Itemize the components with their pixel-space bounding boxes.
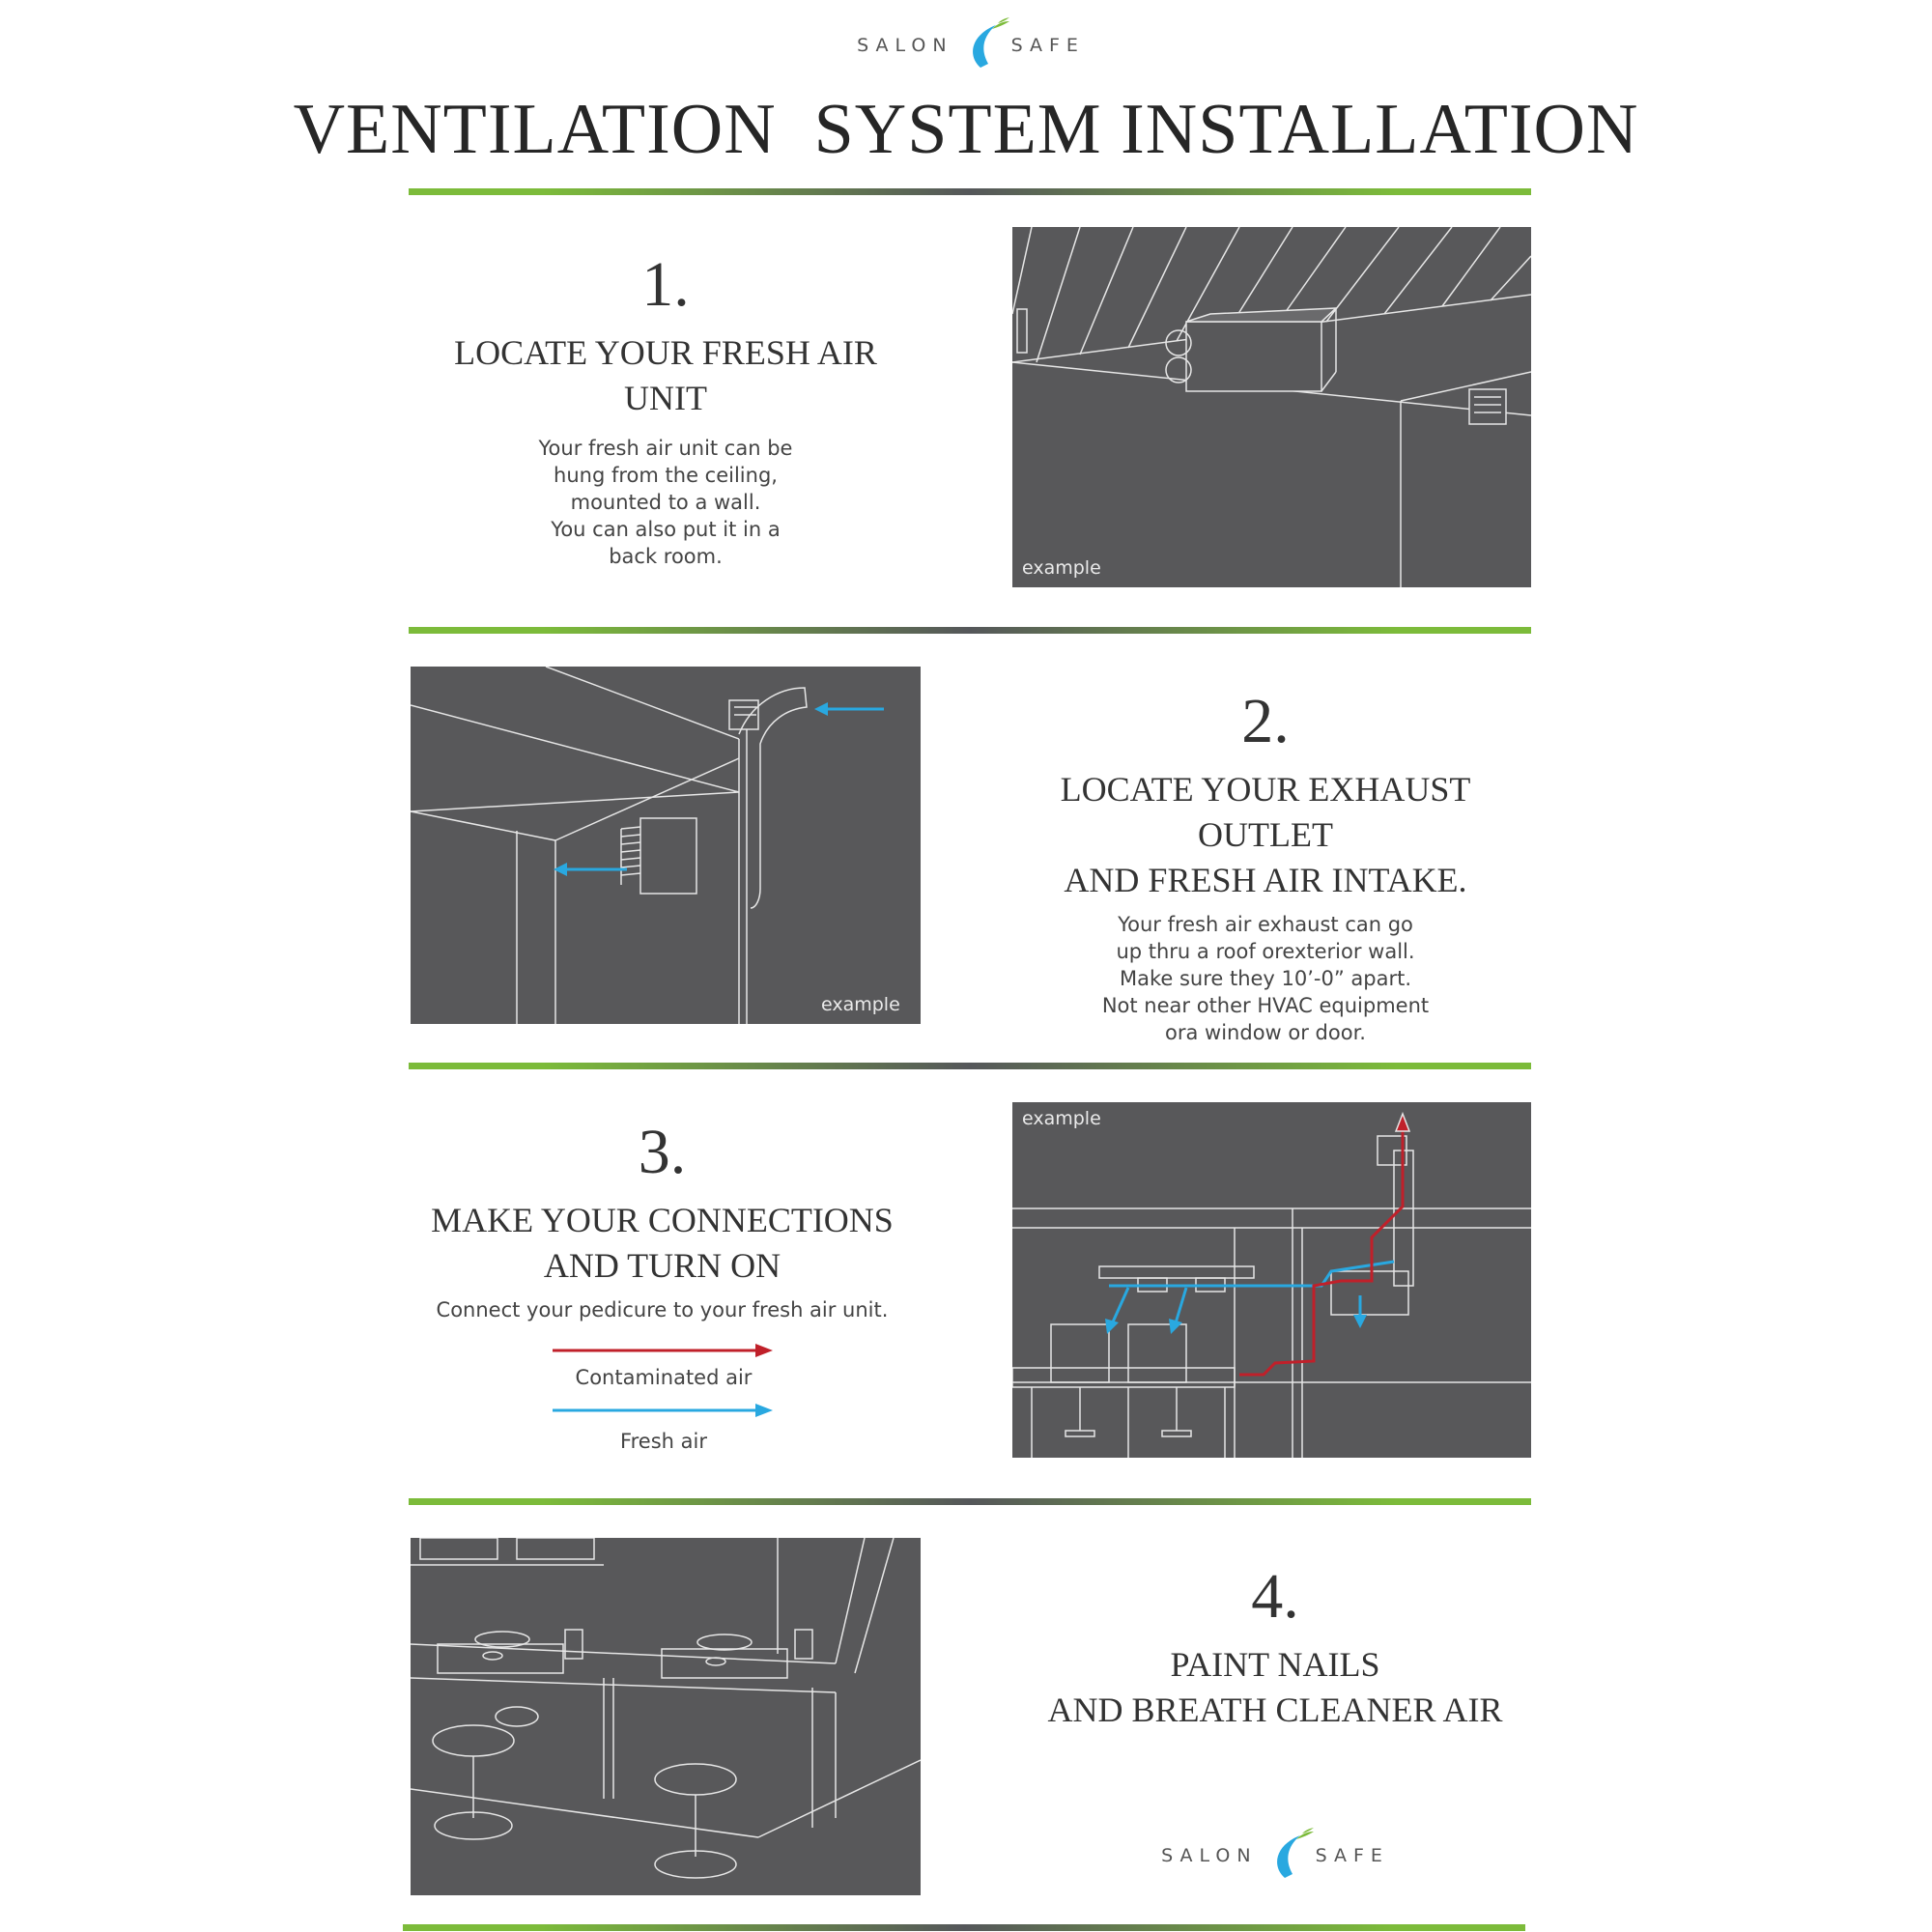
step-4 bbox=[1005, 1561, 1546, 1733]
step-1 bbox=[409, 249, 923, 570]
fresh-air-arrow-icon bbox=[553, 1401, 775, 1420]
brand-logo-top bbox=[831, 17, 1111, 73]
example-illustration-connections bbox=[1012, 1102, 1531, 1458]
step-heading: MAKE YOUR CONNECTIONS AND TURN ON bbox=[431, 1201, 894, 1285]
step-number: 3. bbox=[638, 1117, 687, 1187]
step-number: 4. bbox=[1251, 1561, 1299, 1632]
divider bbox=[409, 627, 1531, 634]
brand-word-left: SALON bbox=[1161, 1845, 1258, 1866]
example-label: example bbox=[821, 994, 900, 1015]
swoosh-icon bbox=[953, 17, 1011, 73]
page-title: VENTILATION SYSTEM INSTALLATION bbox=[293, 90, 1639, 169]
step-heading: PAINT NAILS AND BREATH CLEANER AIR bbox=[1047, 1645, 1503, 1729]
brand-logo-bottom bbox=[1135, 1828, 1415, 1884]
brand-word-left: SALON bbox=[857, 35, 953, 56]
brand-word-right: SAFE bbox=[1010, 35, 1085, 56]
example-illustration-exhaust-intake bbox=[411, 667, 921, 1024]
step-number: 2. bbox=[1241, 686, 1290, 756]
divider bbox=[403, 1924, 1525, 1931]
brand-word-right: SAFE bbox=[1315, 1845, 1389, 1866]
contaminated-air-arrow-icon bbox=[553, 1341, 775, 1360]
step-body: Your fresh air exhaust can go up thru a roof orexterior wall. Make sure they 10’-0” apart. Not near other HVAC equipment ora window or door. bbox=[1101, 913, 1430, 1044]
step-body: Connect your pedicure to your fresh air unit. bbox=[436, 1298, 889, 1321]
swoosh-icon bbox=[1258, 1828, 1316, 1884]
step-number: 1. bbox=[641, 249, 690, 320]
divider bbox=[409, 188, 1531, 195]
step-2 bbox=[1005, 686, 1526, 1046]
legend-contaminated-label: Contaminated air bbox=[575, 1366, 753, 1389]
step-3 bbox=[409, 1117, 916, 1323]
divider bbox=[409, 1498, 1531, 1505]
example-label: example bbox=[1022, 1108, 1101, 1129]
legend-fresh-label: Fresh air bbox=[620, 1430, 707, 1453]
step-heading: LOCATE YOUR FRESH AIR UNIT bbox=[454, 333, 877, 417]
divider bbox=[409, 1063, 1531, 1069]
example-illustration-ceiling-unit bbox=[1012, 227, 1531, 587]
example-illustration-pedicure-stations bbox=[411, 1538, 921, 1895]
example-label: example bbox=[1022, 557, 1101, 579]
step-heading: LOCATE YOUR EXHAUST OUTLET AND FRESH AIR INTAKE. bbox=[1060, 770, 1471, 899]
step-body: Your fresh air unit can be hung from the ceiling, mounted to a wall. You can also put it in a back room. bbox=[538, 437, 793, 568]
